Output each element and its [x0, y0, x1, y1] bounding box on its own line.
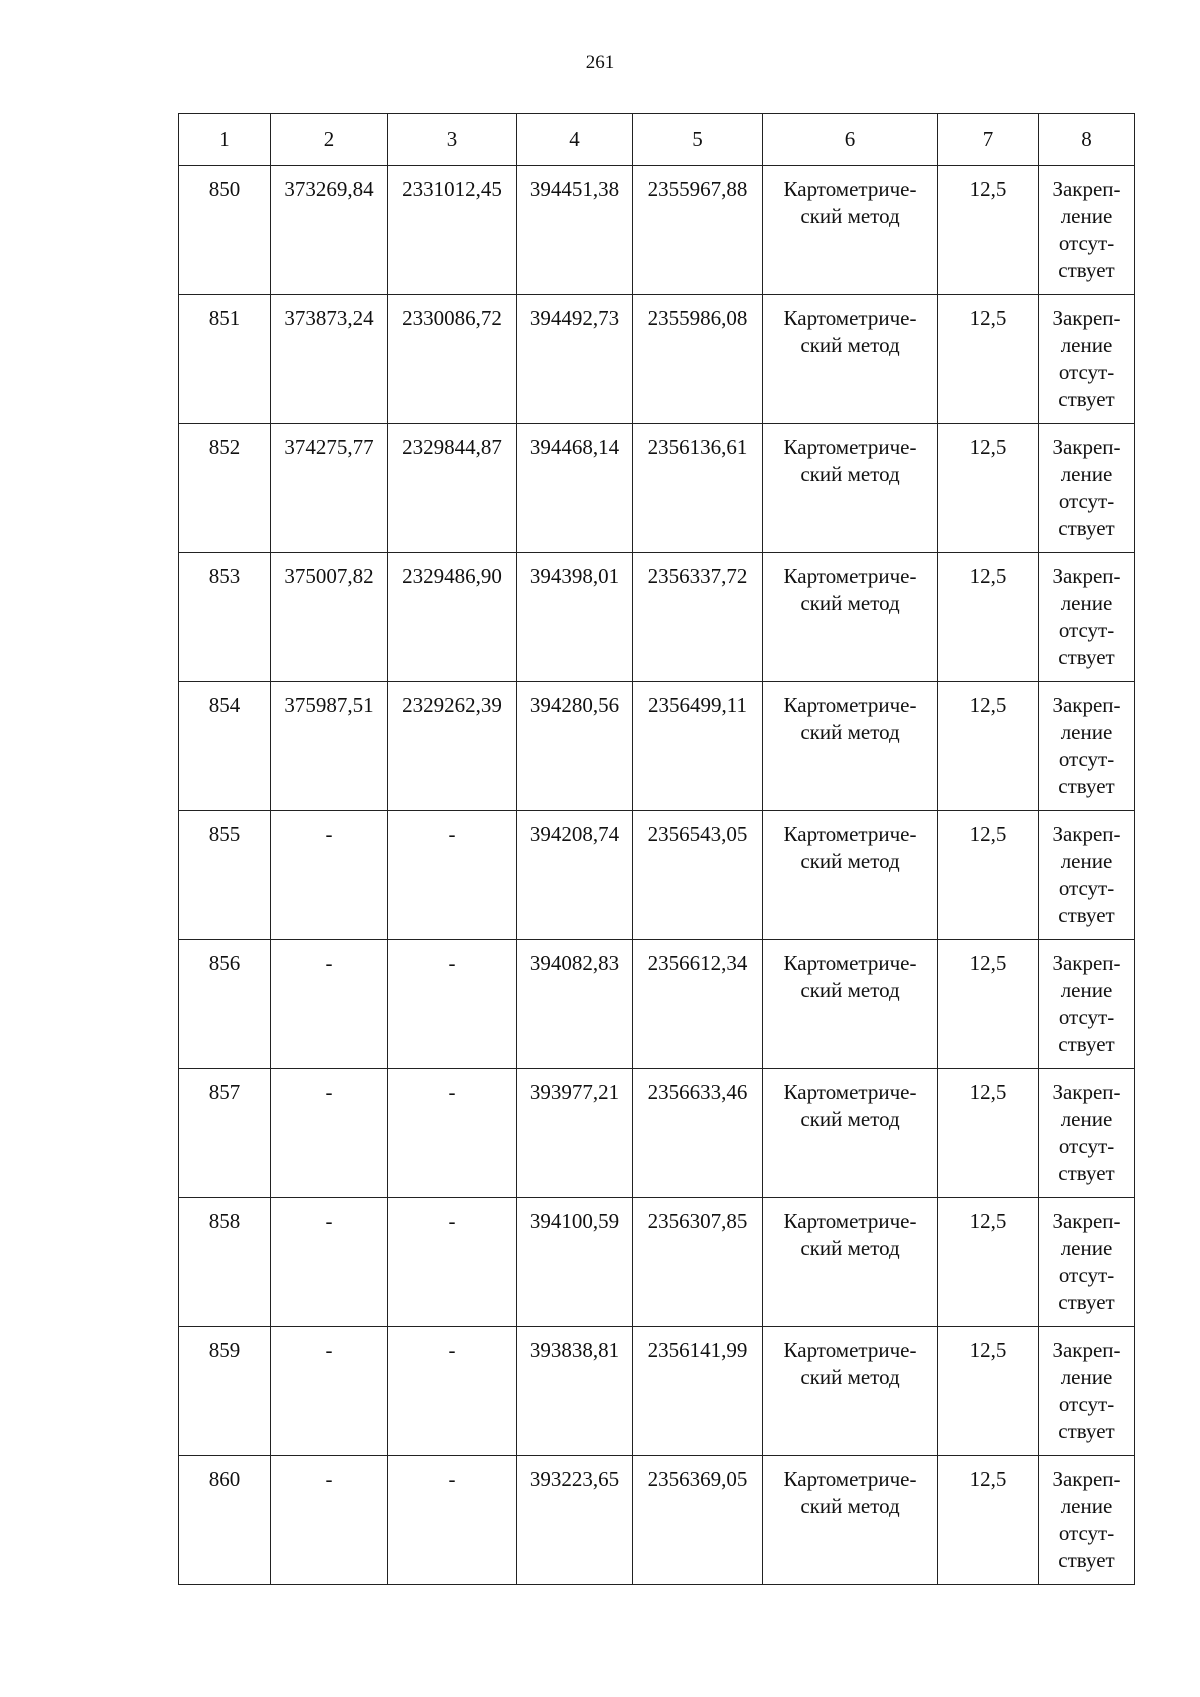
- accuracy-cell: 12,5: [938, 1456, 1039, 1585]
- x-new-cell: 394082,83: [517, 940, 633, 1069]
- method-cell: Картометриче-ский метод: [763, 1456, 938, 1585]
- fixation-cell: Закреп-ление отсут-ствует: [1039, 1198, 1135, 1327]
- accuracy-cell: 12,5: [938, 682, 1039, 811]
- y-old-cell: -: [388, 1069, 517, 1198]
- x-new-cell: 393223,65: [517, 1456, 633, 1585]
- y-new-cell: 2355967,88: [633, 166, 763, 295]
- fixation-cell: Закреп-ление отсут-ствует: [1039, 1327, 1135, 1456]
- header-cell: 8: [1039, 114, 1135, 166]
- point-number-cell: 856: [179, 940, 271, 1069]
- header-cell: 5: [633, 114, 763, 166]
- page-number: 261: [585, 52, 615, 73]
- x-old-cell: -: [271, 1327, 388, 1456]
- coordinates-table: [178, 113, 1135, 1585]
- y-old-cell: 2331012,45: [388, 166, 517, 295]
- x-old-cell: 373873,24: [271, 295, 388, 424]
- fixation-cell: Закреп-ление отсут-ствует: [1039, 166, 1135, 295]
- y-old-cell: 2330086,72: [388, 295, 517, 424]
- point-number-cell: 850: [179, 166, 271, 295]
- accuracy-cell: 12,5: [938, 295, 1039, 424]
- y-new-cell: 2356612,34: [633, 940, 763, 1069]
- y-new-cell: 2356499,11: [633, 682, 763, 811]
- point-number-cell: 860: [179, 1456, 271, 1585]
- y-old-cell: 2329844,87: [388, 424, 517, 553]
- table-row: [179, 1456, 1135, 1585]
- x-old-cell: -: [271, 1456, 388, 1585]
- x-new-cell: 393838,81: [517, 1327, 633, 1456]
- table-row: [179, 1327, 1135, 1456]
- y-old-cell: -: [388, 940, 517, 1069]
- x-new-cell: 394468,14: [517, 424, 633, 553]
- method-cell: Картометриче-ский метод: [763, 1069, 938, 1198]
- x-new-cell: 393977,21: [517, 1069, 633, 1198]
- method-cell: Картометриче-ский метод: [763, 811, 938, 940]
- x-new-cell: 394492,73: [517, 295, 633, 424]
- table-row: [179, 1198, 1135, 1327]
- y-old-cell: 2329486,90: [388, 553, 517, 682]
- x-new-cell: 394208,74: [517, 811, 633, 940]
- y-new-cell: 2355986,08: [633, 295, 763, 424]
- accuracy-cell: 12,5: [938, 940, 1039, 1069]
- accuracy-cell: 12,5: [938, 1198, 1039, 1327]
- accuracy-cell: 12,5: [938, 424, 1039, 553]
- table-row: [179, 1069, 1135, 1198]
- header-cell: 1: [179, 114, 271, 166]
- method-cell: Картометриче-ский метод: [763, 940, 938, 1069]
- table-row: [179, 424, 1135, 553]
- x-old-cell: -: [271, 1069, 388, 1198]
- fixation-cell: Закреп-ление отсут-ствует: [1039, 811, 1135, 940]
- fixation-cell: Закреп-ление отсут-ствует: [1039, 424, 1135, 553]
- accuracy-cell: 12,5: [938, 553, 1039, 682]
- point-number-cell: 858: [179, 1198, 271, 1327]
- point-number-cell: 854: [179, 682, 271, 811]
- y-new-cell: 2356543,05: [633, 811, 763, 940]
- fixation-cell: Закреп-ление отсут-ствует: [1039, 682, 1135, 811]
- table-body: [179, 166, 1135, 1585]
- x-old-cell: 374275,77: [271, 424, 388, 553]
- x-new-cell: 394451,38: [517, 166, 633, 295]
- method-cell: Картометриче-ский метод: [763, 553, 938, 682]
- x-old-cell: 373269,84: [271, 166, 388, 295]
- y-old-cell: -: [388, 1456, 517, 1585]
- method-cell: Картометриче-ский метод: [763, 424, 938, 553]
- y-new-cell: 2356136,61: [633, 424, 763, 553]
- y-new-cell: 2356337,72: [633, 553, 763, 682]
- method-cell: Картометриче-ский метод: [763, 682, 938, 811]
- fixation-cell: Закреп-ление отсут-ствует: [1039, 295, 1135, 424]
- table-row: [179, 553, 1135, 682]
- point-number-cell: 859: [179, 1327, 271, 1456]
- fixation-cell: Закреп-ление отсут-ствует: [1039, 1069, 1135, 1198]
- method-cell: Картометриче-ский метод: [763, 295, 938, 424]
- x-old-cell: 375007,82: [271, 553, 388, 682]
- accuracy-cell: 12,5: [938, 166, 1039, 295]
- header-cell: 3: [388, 114, 517, 166]
- accuracy-cell: 12,5: [938, 1327, 1039, 1456]
- method-cell: Картометриче-ский метод: [763, 1198, 938, 1327]
- x-old-cell: -: [271, 1198, 388, 1327]
- table-row: [179, 295, 1135, 424]
- table-row: [179, 166, 1135, 295]
- header-cell: 6: [763, 114, 938, 166]
- table-header: [179, 114, 1135, 166]
- y-new-cell: 2356141,99: [633, 1327, 763, 1456]
- accuracy-cell: 12,5: [938, 811, 1039, 940]
- method-cell: Картометриче-ский метод: [763, 1327, 938, 1456]
- y-old-cell: -: [388, 1198, 517, 1327]
- point-number-cell: 851: [179, 295, 271, 424]
- method-cell: Картометриче-ский метод: [763, 166, 938, 295]
- table-row: [179, 682, 1135, 811]
- y-old-cell: -: [388, 1327, 517, 1456]
- fixation-cell: Закреп-ление отсут-ствует: [1039, 553, 1135, 682]
- x-new-cell: 394100,59: [517, 1198, 633, 1327]
- fixation-cell: Закреп-ление отсут-ствует: [1039, 1456, 1135, 1585]
- x-old-cell: 375987,51: [271, 682, 388, 811]
- point-number-cell: 853: [179, 553, 271, 682]
- point-number-cell: 852: [179, 424, 271, 553]
- header-cell: 7: [938, 114, 1039, 166]
- accuracy-cell: 12,5: [938, 1069, 1039, 1198]
- header-row: [179, 114, 1135, 166]
- point-number-cell: 857: [179, 1069, 271, 1198]
- fixation-cell: Закреп-ление отсут-ствует: [1039, 940, 1135, 1069]
- y-new-cell: 2356369,05: [633, 1456, 763, 1585]
- header-cell: 2: [271, 114, 388, 166]
- table-row: [179, 940, 1135, 1069]
- x-new-cell: 394280,56: [517, 682, 633, 811]
- y-new-cell: 2356633,46: [633, 1069, 763, 1198]
- y-new-cell: 2356307,85: [633, 1198, 763, 1327]
- table-row: [179, 811, 1135, 940]
- x-old-cell: -: [271, 811, 388, 940]
- header-cell: 4: [517, 114, 633, 166]
- x-new-cell: 394398,01: [517, 553, 633, 682]
- y-old-cell: -: [388, 811, 517, 940]
- y-old-cell: 2329262,39: [388, 682, 517, 811]
- x-old-cell: -: [271, 940, 388, 1069]
- point-number-cell: 855: [179, 811, 271, 940]
